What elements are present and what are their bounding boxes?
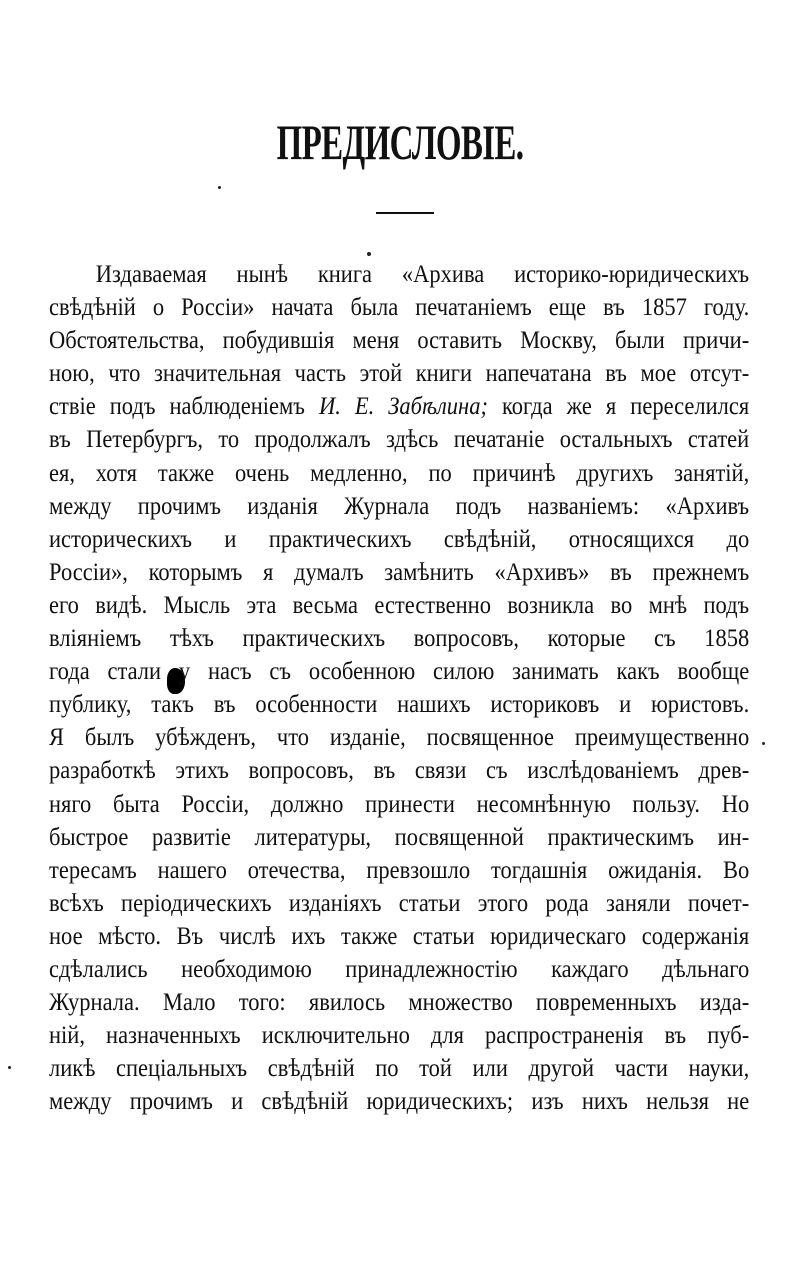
text-line: въ Петербургъ, то продолжалъ здѣсь печатаніе остальныхъ статей	[49, 426, 750, 454]
text-line: Издаваемая нынѣ книга «Архива историко-юридическихъ	[95, 261, 750, 288]
text-line: ній, назначенныхъ исключительно для распространенія въ пуб-	[49, 1022, 750, 1050]
text-line: сдѣлались необходимою принадлежностію каждаго дѣльнаго	[49, 955, 750, 983]
text-line: между прочимъ и свѣдѣній юридическихъ; изъ нихъ нельзя не	[49, 1088, 750, 1116]
text-line: тересамъ нашего отечества, превзошло тогдашнія ожиданія. Во	[49, 856, 750, 884]
text-line: всѣхъ періодическихъ изданіяхъ статьи этого рода заняли почет-	[49, 889, 750, 917]
text-line: разработкѣ этихъ вопросовъ, въ связи съ изслѣдованіемъ древ-	[49, 757, 750, 785]
text-line: Обстоятельства, побудившія меня оставить Москву, были причи-	[49, 327, 750, 355]
ink-speck	[8, 1066, 11, 1069]
text-line: историческихъ и практическихъ свѣдѣній, относящихся до	[49, 525, 750, 553]
ink-speck	[218, 186, 221, 189]
text-line: года стали у насъ съ особенною силою занимать какъ вообще	[49, 658, 750, 686]
text-line: публику, такъ въ особенности нашихъ историковъ и юристовъ.	[49, 691, 750, 719]
text-line: Россіи», которымъ я думалъ замѣнить «Архивъ» въ прежнемъ	[49, 558, 750, 586]
page-title: ПРЕДИСЛОВІЕ.	[276, 114, 524, 170]
text-line: ное мѣсто. Въ числѣ ихъ также статьи юридическаго содержанія	[49, 922, 750, 950]
title-rule	[376, 212, 434, 214]
text-line: ликѣ спеціальныхъ свѣдѣній по той или другой части науки,	[49, 1055, 750, 1083]
text-line: Журнала. Мало того: явилось множество повременныхъ изда-	[49, 989, 750, 1017]
text-line: вліяніемъ тѣхъ практическихъ вопросовъ, которые съ 1858	[49, 625, 750, 653]
body-text	[49, 258, 749, 1118]
text-line: быстрое развитіе литературы, посвященной практическимъ ин-	[49, 823, 750, 851]
text-line: свѣдѣній о Россіи» начата была печатаніемъ еще въ 1857 году.	[49, 294, 750, 322]
text-span: когда же я переселился	[502, 393, 750, 421]
text-line: его видѣ. Мысль эта весьма естественно возникла во мнѣ подъ	[49, 591, 750, 619]
author-name: И. Е. Забѣлина;	[318, 393, 488, 421]
ink-speck	[367, 252, 371, 256]
text-line	[49, 390, 749, 423]
text-line: ною, что значительная часть этой книги напечатана въ мое отсут-	[49, 360, 750, 388]
text-line: ея, хотя также очень медленно, по причинѣ другихъ занятій,	[49, 459, 750, 487]
text-span: ствіе подъ наблюденіемъ	[49, 393, 305, 421]
ink-speck	[762, 742, 765, 745]
text-line: Я былъ убѣжденъ, что изданіе, посвященное преимущественно	[49, 724, 750, 752]
text-line: между прочимъ изданія Журнала подъ названіемъ: «Архивъ	[49, 492, 750, 520]
text-line: няго быта Россіи, должно принести несомнѣнную пользу. Но	[49, 790, 750, 818]
